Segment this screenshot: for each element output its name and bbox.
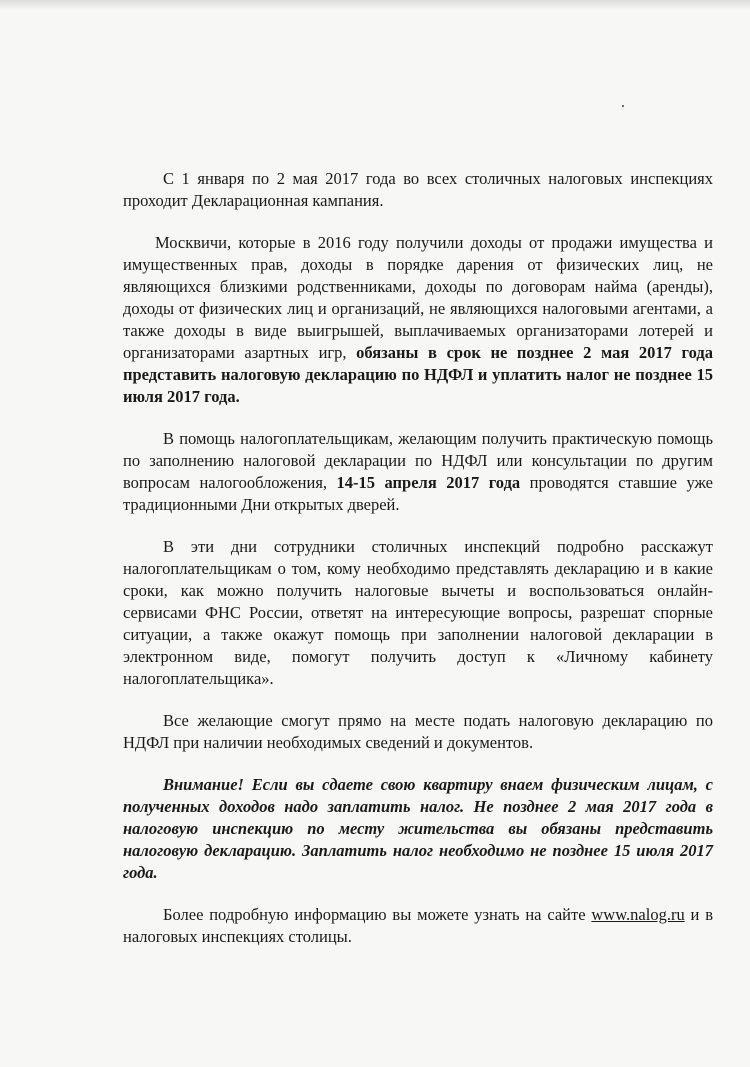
paragraph-text: Более подробную информацию вы можете узнать на сайте bbox=[163, 905, 592, 924]
paragraph-attention-notice: Внимание! Если вы сдаете свою квартиру внаем физическим лицам, с полученных доходов надо заплатить налог. Не позднее 2 мая 2017 года в налоговую инспекцию по месту жительства вы обязаны представить налоговую декларацию. Заплатить налог необходимо не позднее 15 июля 2017 года. bbox=[123, 775, 713, 882]
paragraph-consultation-details: В эти дни сотрудники столичных инспекций подробно расскажут налогоплательщикам о том, кому необходимо представлять декларацию и в какие сроки, как можно получить налоговые вычеты и воспользоваться онлайн-сервисами ФНС России, ответят на интересующие вопросы, разрешат спорные ситуации, а также окажут помощь при заполнении налоговой декларации в электронном виде, помогут получить доступ к «Личному кабинету налогоплательщика». bbox=[123, 537, 713, 688]
nalog-website-link[interactable]: www.nalog.ru bbox=[591, 905, 685, 924]
scan-edge-shadow bbox=[0, 0, 750, 10]
paragraph-text: Москвичи, которые в 2016 году получили доходы от продажи имущества и имущественных прав, доходы в порядке дарения от физических лиц, не являющихся близкими родственниками, доходы по договорам найма (аренды), доходы от физических лиц и организаций, не являющихся налоговыми агентами, а также доходы в виде выигрышей, выплачиваемых организаторами лотерей и организаторами азартных игр, bbox=[123, 233, 713, 362]
paragraph-submit-on-site: Все желающие смогут прямо на месте подать налоговую декларацию по НДФЛ при наличии необходимых сведений и документов. bbox=[123, 711, 713, 752]
paragraph-who-must-declare bbox=[123, 232, 713, 408]
scan-speck bbox=[622, 105, 624, 107]
paragraph-text: проводятся ставшие уже традиционными Дни открытых дверей. bbox=[123, 473, 714, 514]
open-days-date: 14-15 апреля 2017 года bbox=[336, 473, 521, 492]
paragraph-open-days bbox=[123, 428, 713, 516]
paragraph-more-info bbox=[123, 904, 713, 948]
paragraph-text: В помощь налогоплательщикам, желающим получить практическую помощь по заполнению налоговой декларации по НДФЛ или консультации по другим вопросам налогообложения, bbox=[123, 429, 713, 492]
document-body bbox=[123, 168, 713, 968]
deadline-emphasis: обязаны в срок не позднее 2 мая 2017 года представить налоговую декларацию по НДФЛ и уплатить налог не позднее 15 июля 2017 года. bbox=[123, 343, 713, 406]
paragraph-campaign-dates: С 1 января по 2 мая 2017 года во всех столичных налоговых инспекциях проходит Декларационная кампания. bbox=[123, 169, 713, 210]
paragraph-text: и в налоговых инспекциях столицы. bbox=[123, 905, 713, 946]
